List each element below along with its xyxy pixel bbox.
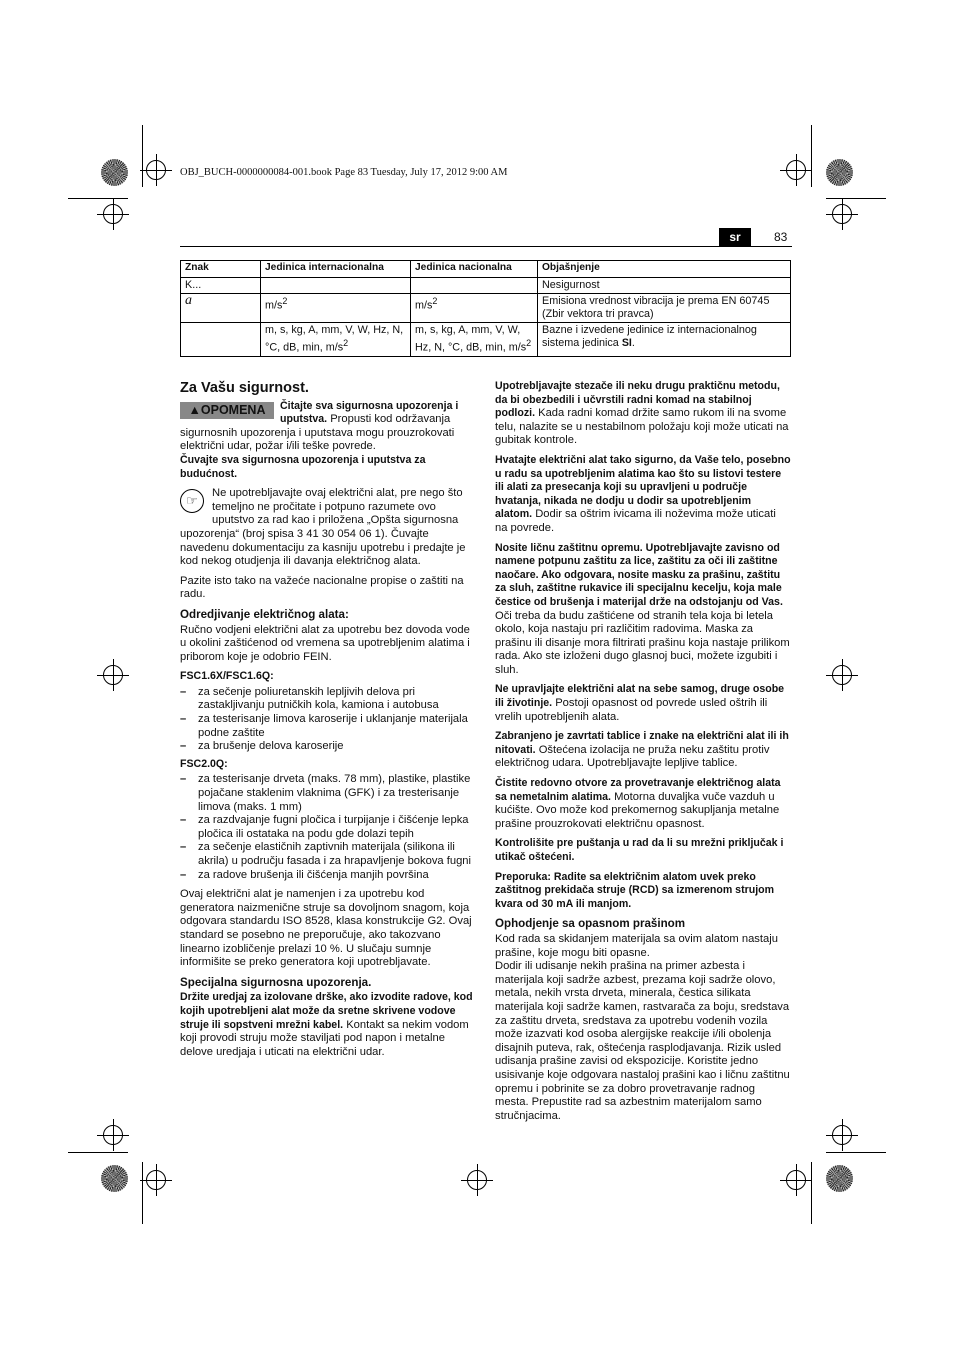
list-item: – za sečenje poliuretanskih lepljivih delova pri zastakljivanju putničkih kola, kamiona i autobusa: [180, 686, 476, 713]
paragraph-bold: Zabranjeno je zavrtati tablice i znake na električni alat ili ih nitovati.: [495, 730, 789, 756]
registration-mark-icon: [786, 160, 806, 180]
model-heading: FSC2.0Q:: [180, 757, 228, 770]
crop-mark: [142, 125, 143, 187]
color-wheel-icon: [101, 159, 128, 186]
paragraph: [495, 871, 791, 912]
paragraph-bold: Ne upravljajte električni alat na sebe samog, druge osobe ili životinje.: [495, 683, 785, 710]
list-item: – za testerisanje drveta (maks. 78 mm), plastike, plastike pojačane staklenim vlaknima (GFK) i za tresterisanje limova (maks. 1 mm): [180, 773, 476, 814]
special-text: Kontakt sa nekim vodom koji provodi struju može staviljati pod napon i metalne delove uredjaja i uticati na električni udar.: [180, 1018, 469, 1058]
table-header: Jedinica internacionalna: [261, 261, 411, 278]
table-header-row: [181, 261, 791, 278]
page-number: 83: [774, 230, 788, 244]
warning-badge: [180, 402, 274, 419]
table-cell: [411, 277, 538, 294]
warning-label: OPOMENA: [200, 402, 266, 417]
table-cell: [538, 323, 791, 357]
unit: m/s: [415, 299, 433, 312]
model-use-list: [180, 686, 476, 754]
unit-exponent: 2: [432, 296, 438, 306]
crop-mark: [826, 1152, 886, 1153]
paragraph-bold: Hvatajte električni alat tako sigurno, da Vaše telo, posebno u radu sa upotrebljenim alatima kao što su listovi testere ili alati za presecanja koji su upravljeni u područje hvatanja, nikada ne dodju u dodir sa upotrebljenim alatom.: [495, 453, 791, 521]
unit-exponent: 2: [343, 337, 349, 348]
list-item: – za sečenje elastičnih zaptivnih materijala (silikona ili akrila) u području fasada i za hrapavljenje bokova fugni: [180, 841, 476, 868]
purpose-text: Ručno vodjeni električni alat za upotrebu bez dovoda vode u okolini zaštićenod od vremena sa upotrebljenim alatima i priborom koje je odobrio FEIN.: [180, 623, 470, 663]
crop-mark: [811, 125, 812, 187]
paragraph: [495, 683, 791, 724]
paragraph: [495, 730, 791, 771]
paragraph-text: Postoji opasnost od povrede usled oštrih ili vrelih upotrebljenih alata.: [495, 697, 768, 723]
table-cell: K...: [181, 277, 261, 294]
registration-mark-icon: [103, 1125, 123, 1145]
registration-mark-icon: [103, 204, 123, 224]
registration-mark-icon: [832, 1125, 852, 1145]
section-title: Za Vašu sigurnost.: [180, 380, 309, 396]
right-column: [495, 380, 791, 1129]
paragraph-text: Kada radni komad držite samo rukom ili na svome telu, nalazite se u nestabilnom položaju koji može uticati na gubitak kontrole.: [495, 407, 789, 447]
table-cell: [411, 294, 538, 323]
paragraph-bold: Čistite redovno otvore za provetravanje električnog alata sa nemetalnim alatima.: [495, 777, 781, 803]
paragraph: [495, 837, 791, 864]
warning-triangle-icon: ▲: [188, 402, 201, 417]
desc-end: .: [631, 336, 635, 349]
warning-text: Propusti kod održavanja sigurnosnih upozorenja i uputstava mogu prouzrokovati električni udar, požar i/ili teške povrede.: [180, 413, 455, 453]
list-item: – za testerisanje limova karoserije i uklanjanje materijala podne zaštite: [180, 713, 476, 740]
color-wheel-icon: [826, 159, 853, 186]
model-heading: FSC1.6X/FSC1.6Q:: [180, 670, 274, 683]
paragraph-text: Motorna duvaljka vuče vazduh u kućište. Ovo može kod prekomernog sakupljanja metalne prašine prouzrokovati električnu opasnost.: [495, 790, 780, 830]
list-item: – za radove brušenja ili čišćenja manjih površina: [180, 869, 476, 883]
special-paragraph: [180, 991, 476, 1059]
left-column: [180, 380, 476, 1065]
table-cell: [261, 323, 411, 357]
symbol-table: [180, 260, 791, 357]
warning-paragraph: [180, 400, 476, 454]
registration-mark-icon: [786, 1170, 806, 1190]
table-row: [181, 294, 791, 323]
table-cell: Emisiona vrednost vibracija je prema EN 60745 (Zbir vektora tri pravca): [538, 294, 791, 323]
paragraph-bold: Nosite ličnu zaštitnu opremu. Upotrebljavajte zavisno od namene potpunu zaštitu za lice, zaštitu za oči ili zaštitne naočare. Ako odgovara, nosite masku za prašinu, zaštitu za sluh, zaštitne rukavice ili specijalnu kecelju, koja male čestice od brušenja i materijal drže na odstojanju od Vas.: [495, 541, 783, 608]
paragraph-text: Oštećena izolacija ne pruža neku zaštitu protiv električnog udara. Upotrebljavajte lepljive tablice.: [495, 743, 770, 770]
header-rule: [180, 246, 792, 247]
model-use-list: [180, 773, 476, 882]
crop-mark: [142, 1162, 143, 1224]
paragraph: [495, 777, 791, 831]
paragraph: [495, 454, 791, 536]
table-header: Jedinica nacionalna: [411, 261, 538, 278]
special-heading: Specijalna sigurnosna upozorenja.: [180, 975, 372, 989]
unit-exponent: 2: [282, 296, 288, 306]
keep-bold: Čuvajte sva sigurnosna upozorenja i uputstva za budućnost.: [180, 453, 426, 480]
vibration-symbol: a: [185, 293, 192, 308]
paragraph: [495, 542, 791, 678]
dust-text: Kod rada sa skidanjem materijala sa ovim alatom nastaju prašine, koje mogu biti opasne.: [495, 932, 778, 959]
desc-text: Bazne i izvedene jedinice iz internacionalnog sistema jedinica: [542, 324, 757, 349]
registration-mark-icon: [832, 665, 852, 685]
generator-text: Ovaj električni alat je namenjen i za upotrebu kod generatora naizmenične struje sa dovoljnom snagom, koja odgovara standardu ISO 8528, klasa konstrukcije G2. Ovaj standard se posebno ne preporučuje, ako takozvano linearno izobličenje prelazi 10 %. U slučaju sumnje informišite se preko generatora koji upotrebljavate.: [180, 888, 472, 969]
paragraph-text: Oči treba da budu zaštićene od stranih tela koja bi letela okolo, koja nastaju pri različitim radovima. Maska za prašinu ili disanje mora filtrirati prašinu koja nastaje prilikom rada. Ako ste izloženi dugo glasnoj buci, možete izgubiti i sluh.: [495, 609, 790, 676]
keep-instructions: [180, 454, 476, 481]
unit: m, s, kg, A, mm, V, W, Hz, N, °C, dB, min, m/s: [265, 324, 404, 354]
purpose-heading: Odredjivanje električnog alata:: [180, 607, 349, 621]
list-item: – za razdvajanje fugni pločica i turpijanje i čišćenje lepka pločica ili ostataka na podu gde dolazi tepih: [180, 814, 476, 841]
table-cell: [181, 294, 261, 323]
table-header: Znak: [181, 261, 261, 278]
registration-mark-icon: [832, 204, 852, 224]
regulations-text: Pazite isto tako na važeće nacionalne propise o zaštiti na radu.: [180, 574, 464, 601]
dust-heading: Ophodjenje sa opasnom prašinom: [495, 917, 686, 931]
dust-text: Dodir ili udisanje nekih prašina na primer azbesta i materijala koji sadrže azbest, prezama koji sadrže olovo, metala, nekih vrsta drveta, minerala, čestica silikata materijala koji sadrže kamen, rastvarača za boju, sredstava za zaštitu drveta, sredstava za upotrebu vodenih vozila može izazvati kod osoba alergijske reakcije i/ili obolenja disajnih puteva, rak, oštećenja rasplodjavanja. Rizik usled udisanja prašine zavisi od ekspozicije. Koristite jedno usisivanje koje odgovara nastaloj prašini kao i ličnu zaštitnu opremu i pobrinite se za dobro provetravanje radnog mesta. Prepustite rad sa azbestnim materijalom samo stručnjacima.: [495, 960, 790, 1122]
color-wheel-icon: [826, 1165, 853, 1192]
table-row: [181, 277, 791, 294]
language-tab: sr: [719, 228, 751, 246]
table-header: Objašnjenje: [538, 261, 791, 278]
registration-mark-icon: [103, 665, 123, 685]
desc-bold: SI: [621, 336, 632, 349]
paragraph-text: Dodir sa oštrim ivicama ili noževima može uticati na povrede.: [495, 508, 776, 534]
crop-mark: [68, 1152, 128, 1153]
table-cell: [261, 294, 411, 323]
crop-mark: [826, 198, 886, 199]
registration-mark-icon: [146, 1170, 166, 1190]
crop-mark: [811, 1162, 812, 1224]
paragraph-bold: Kontrolišite pre puštanja u rad da li su mrežni priključak i utikač oštećeni.: [495, 837, 784, 863]
read-manual-paragraph: [180, 487, 476, 569]
table-row: [181, 323, 791, 357]
crop-mark: [68, 198, 128, 199]
list-item: – za brušenje delova karoserije: [180, 740, 476, 754]
unit: m, s, kg, A, mm, V, W, Hz, N, °C, dB, min, m/s: [415, 324, 527, 354]
unit-exponent: 2: [526, 337, 532, 348]
read-manual-text: Ne upotrebljavajte ovaj električni alat, pre nego što temeljno ne pročitate i potpuno razumete ovo uputstvo za rad kao i priložena „Opšta sigurnosna upozorenja“ (broj spisa 3 41 30 054 06 1). Čuvajte navedenu dokumentaciju za kasniju upotrebu i predajte je kod nekog otudjenja ili davanja električnog alata.: [180, 487, 466, 568]
color-wheel-icon: [101, 1165, 128, 1192]
unit: m/s: [265, 299, 283, 312]
table-cell: Nesigurnost: [538, 277, 791, 294]
table-cell: [261, 277, 411, 294]
table-cell: [411, 323, 538, 357]
paragraph-bold: Upotrebljavajte stezače ili neku drugu praktičnu metodu, da bi obezbedili i učvrstili radni komad na stabilnoj podlozi.: [495, 380, 780, 420]
read-manual-icon: ☞: [180, 489, 204, 513]
registration-mark-icon: [467, 1170, 487, 1190]
warning-bold: Čitajte sva sigurnosna upozorenja i uputstva.: [280, 399, 459, 426]
file-info: OBJ_BUCH-0000000084-001.book Page 83 Tuesday, July 17, 2012 9:00 AM: [180, 167, 508, 178]
special-bold: Držite uredjaj za izolovane drške, ako izvodite radove, kod kojih upotrebljeni alat može da sretne skrivene vodove struje ili sopstveni mrežni kabel.: [180, 991, 473, 1031]
registration-mark-icon: [146, 160, 166, 180]
paragraph-bold: Preporuka: Radite sa električnim alatom uvek preko zaštitnog prekidača struje (RCD) sa izmerenom strujom kvara od 30 mA ili manjom.: [495, 870, 775, 910]
paragraph: [495, 380, 791, 448]
table-cell: [181, 323, 261, 357]
